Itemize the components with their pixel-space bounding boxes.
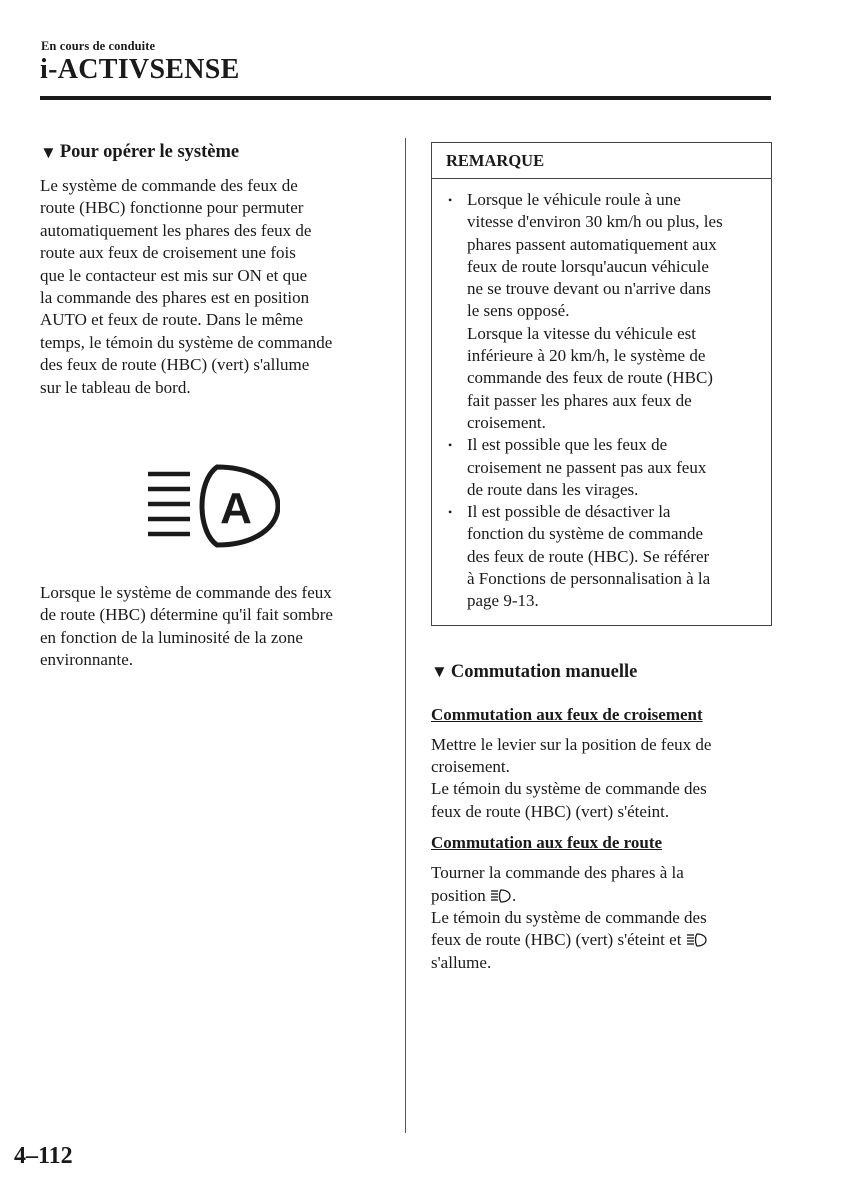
text-line: environnante.: [40, 650, 133, 670]
note-box: [431, 142, 772, 626]
note-item: [448, 189, 763, 434]
section-heading-manual: [431, 662, 772, 683]
note-title: REMARQUE: [432, 143, 771, 179]
section-heading-operate: [40, 142, 390, 163]
darkness-paragraph: [40, 582, 390, 672]
text-line: AUTO et feux de route. Dans le même: [40, 310, 304, 330]
text-line: phares passent automatiquement aux: [467, 234, 717, 254]
text-line: des feux de route (HBC) (vert) s'allume: [40, 355, 310, 375]
text-line: de route dans les virages.: [467, 479, 639, 499]
bullet-icon: •: [448, 438, 453, 453]
triangle-marker-icon: ▼: [40, 142, 57, 162]
text-line: le sens opposé.: [467, 301, 570, 321]
right-column: [431, 142, 772, 974]
section-heading-text: Pour opérer le système: [59, 142, 240, 162]
text-line: que le contacteur est mis sur ON et que: [40, 265, 308, 285]
column-divider: [405, 138, 406, 1133]
text-line: temps, le témoin du système de commande: [40, 332, 333, 352]
text-line: Il est possible de désactiver la: [467, 502, 671, 522]
subheading-high-beam: Commutation aux feux de route: [431, 833, 663, 853]
text-line: Il est possible que les feux de: [467, 435, 668, 455]
text-line: route aux feux de croisement une fois: [40, 243, 296, 263]
text-line: Le système de commande des feux de: [40, 176, 298, 195]
text-line: vitesse d'environ 30 km/h ou plus, les: [467, 212, 723, 232]
text-line: page 9-13.: [467, 591, 539, 611]
note-body: [432, 179, 771, 625]
auto-letter: A: [220, 484, 252, 534]
high-beam-icon: [490, 889, 512, 903]
text-line: des feux de route (HBC). Se référer: [467, 546, 710, 566]
text-line: Le témoin du système de commande des: [431, 779, 707, 799]
text-line: automatiquement les phares des feux de: [40, 220, 312, 240]
text-line: Tourner la commande des phares à la: [431, 863, 684, 883]
text-line: ne se trouve devant ou n'arrive dans: [467, 279, 711, 299]
running-header: En cours de conduite: [41, 39, 156, 53]
left-column: [40, 142, 390, 672]
subheading-low-beam: Commutation aux feux de croisement: [431, 704, 703, 724]
high-beam-icon: [686, 933, 708, 947]
text-line: [431, 929, 772, 951]
text-fragment: feux de route (HBC) (vert) s'éteint et: [431, 930, 682, 950]
text-line: de route (HBC) détermine qu'il fait sombre: [40, 605, 333, 625]
text-line: en fonction de la luminosité de la zone: [40, 627, 303, 647]
text-line: fonction du système de commande: [467, 524, 704, 544]
page-number: 4–112: [14, 1143, 73, 1169]
bullet-icon: •: [448, 193, 453, 207]
section-heading-text: Commutation manuelle: [450, 661, 638, 682]
text-line: commande des feux de route (HBC): [467, 368, 713, 388]
text-line: feux de route (HBC) (vert) s'éteint.: [431, 801, 670, 821]
text-line: s'allume.: [431, 952, 492, 972]
text-line: inférieure à 20 km/h, le système de: [467, 346, 706, 366]
header-rule: [40, 96, 771, 100]
text-line: croisement.: [467, 412, 546, 432]
text-line: Lorsque la vitesse du véhicule est: [467, 323, 696, 343]
text-line: fait passer les phares aux feux de: [467, 390, 692, 410]
text-line: à Fonctions de personnalisation à la: [467, 569, 711, 589]
text-line: Lorsque le véhicule roule à une: [467, 190, 681, 209]
text-line: Mettre le levier sur la position de feux de: [431, 734, 712, 754]
text-line: [431, 885, 772, 907]
note-item: [448, 434, 763, 501]
text-line: croisement.: [431, 757, 510, 777]
text-fragment: position: [431, 885, 486, 905]
text-line: Lorsque le système de commande des feux: [40, 583, 332, 603]
page-title: i-ACTIVSENSE: [40, 54, 240, 85]
text-line: feux de route lorsqu'aucun véhicule: [467, 256, 709, 276]
text-line: la commande des phares est en position: [40, 288, 310, 308]
operate-paragraph: [40, 175, 390, 399]
text-fragment: .: [512, 885, 517, 905]
bullet-icon: •: [448, 505, 453, 520]
auto-high-beam-icon: [145, 461, 280, 551]
high-beam-paragraph: [431, 862, 772, 974]
text-line: route (HBC) fonctionne pour permuter: [40, 198, 304, 218]
low-beam-paragraph: [431, 734, 772, 824]
text-line: croisement ne passent pas aux feux: [467, 457, 707, 477]
note-item: [448, 501, 763, 612]
text-line: sur le tableau de bord.: [40, 377, 191, 397]
triangle-marker-icon: ▼: [431, 662, 448, 682]
text-line: Le témoin du système de commande des: [431, 908, 707, 928]
